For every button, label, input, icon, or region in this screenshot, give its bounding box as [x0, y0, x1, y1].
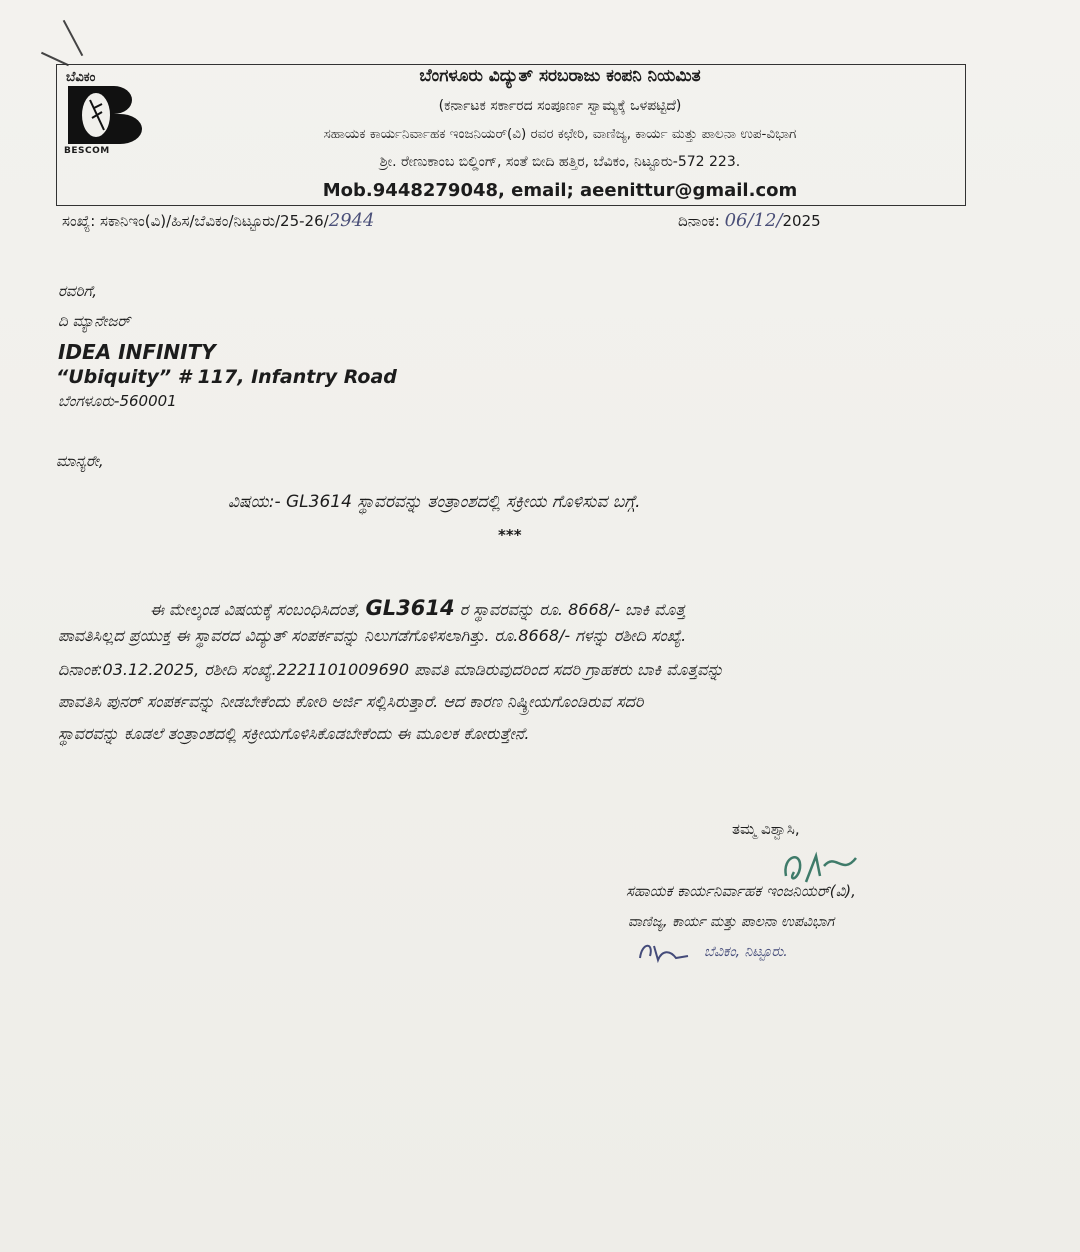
body-line-1: [150, 596, 1030, 620]
reference-number: [62, 210, 375, 231]
salutation: ಮಾನ್ಯರೇ,: [56, 452, 104, 470]
pen-stroke: [63, 20, 84, 56]
separator: ***: [498, 526, 522, 544]
body-line-4: ಪಾವತಿಸಿ ಪುನರ್ ಸಂಪರ್ಕವನ್ನು ನೀಡಬೇಕೆಂದು ಕೋರಿ ಅರ್ಜಿ ಸಲ್ಲಿಸಿರುತ್ತಾರೆ. ಆದ ಕಾರಣ ನಿಷ್ಕ್ರೀಯಗೊಂಡಿರುವ ಸದರಿ: [58, 692, 644, 711]
handwritten-date: 06/12/: [724, 210, 783, 231]
body-text: ರ ಸ್ಥಾವರವನ್ನು ರೂ. 8668/- ಬಾಕಿ ಮೊತ್ತ: [454, 600, 686, 619]
installation-code: GL3614: [365, 596, 455, 620]
body-line-5: ಸ್ಥಾವರವನ್ನು ಕೂಡಲೆ ತಂತ್ರಾಂಶದಲ್ಲಿ ಸಕ್ರೀಯಗೊಳಿಸಿಕೊಡಬೇಕೆಂದು ಈ ಮೂಲಕ ಕೋರುತ್ತೇನೆ.: [58, 724, 530, 743]
date-year: 2025: [782, 212, 821, 230]
contact-info: Mob.9448279048, email; aeenittur@gmail.com: [322, 180, 798, 201]
recipient-designation: ದಿ ಮ್ಯಾನೇಜರ್: [58, 312, 131, 330]
date-label: ದಿನಾಂಕ:: [678, 212, 720, 230]
body-line-3: ದಿನಾಂಕ:03.12.2025, ರಶೀದಿ ಸಂಖ್ಯೆ.2221101009690 ಪಾವತಿ ಮಾಡಿರುವುದರಿಂದ ಸದರಿ ಗ್ರಾಹಕರು ಬಾಕಿ ಮೊತ್ತವನ್ನು: [58, 660, 724, 679]
signature-office-stamp: ಬೆವಿಕಂ, ನಿಟ್ಟೂರು.: [704, 944, 788, 960]
closing: ತಮ್ಮ ವಿಶ್ವಾಸಿ,: [732, 820, 800, 838]
recipient-city: ಬೆಂಗಳೂರು-560001: [58, 392, 177, 410]
company-ownership: (ಕರ್ನಾಟಕ ಸರ್ಕಾರದ ಸಂಪೂರ್ಣ ಸ್ವಾಮ್ಯಕ್ಕೆ ಒಳಪಟ್ಟಿದೆ): [438, 98, 682, 114]
bescom-b-icon: [66, 84, 146, 146]
body-text: ಈ ಮೇಲ್ಕಂಡ ವಿಷಯಕ್ಕೆ ಸಂಬಂಧಿಸಿದಂತೆ,: [150, 600, 366, 619]
signature-designation: ಸಹಾಯಕ ಕಾರ್ಯನಿರ್ವಾಹಕ ಇಂಜನಿಯರ್(ವಿ),: [626, 882, 856, 900]
handwritten-ref-no: 2944: [328, 210, 375, 231]
letter-date: [678, 210, 821, 231]
recipient-to: ರವರಿಗೆ,: [58, 282, 97, 300]
signature-division: ವಾಣಿಜ್ಯ, ಕಾರ್ಯ ಮತ್ತು ಪಾಲನಾ ಉಪವಿಭಾಗ: [628, 914, 835, 930]
company-name: ಬೆಂಗಳೂರು ವಿದ್ಯುತ್ ಸರಬರಾಜು ಕಂಪನಿ ನಿಯಮಿತ: [419, 66, 701, 86]
logo-wordmark: BESCOM: [64, 146, 110, 156]
subject-line: ವಿಷಯ:- GL3614 ಸ್ಥಾವರವನ್ನು ತಂತ್ರಾಂಶದಲ್ಲಿ ಸಕ್ರೀಯ ಗೊಳಿಸುವ ಬಗ್ಗೆ.: [228, 492, 641, 512]
office-address: ಶ್ರೀ. ರೇಣುಕಾಂಬ ಬಿಲ್ಡಿಂಗ್, ಸಂತೆ ಬೀದಿ ಹತ್ತಿರ, ಬೆವಿಕಂ, ನಿಟ್ಟೂರು-572 223.: [379, 154, 741, 170]
bescom-logo: [62, 70, 152, 170]
recipient-org: IDEA INFINITY: [58, 340, 216, 364]
office-name: ಸಹಾಯಕ ಕಾರ್ಯನಿರ್ವಾಹಕ ಇಂಜನಿಯರ್(ವಿ) ರವರ ಕಛೇರಿ, ವಾಣಿಜ್ಯ, ಕಾರ್ಯ ಮತ್ತು ಪಾಲನಾ ಉಪ-ವಿಭಾಗ: [323, 126, 797, 142]
logo-caption: ಬೆವಿಕಂ: [66, 70, 96, 85]
reference-label: ಸಂಖ್ಯೆ: ಸಕಾನಿಇಂ(ವಿ)/ಹಿಸ/ಬೆವಿಕಂ/ನಿಟ್ಟೂರು/25-26/: [62, 212, 329, 230]
body-line-2: ಪಾವತಿಸಿಲ್ಲದ ಪ್ರಯುಕ್ತ ಈ ಸ್ಥಾವರದ ವಿದ್ಯುತ್ ಸಂಪರ್ಕವನ್ನು ನಿಲುಗಡೆಗೊಳಿಸಲಾಗಿತ್ತು. ರೂ.8668/- ಗಳನ್ನು ರಶೀದಿ ಸಂಖ್ಯೆ.: [58, 626, 687, 645]
recipient-street: “Ubiquity” # 117, Infantry Road: [56, 366, 397, 388]
initials-scribble: [636, 936, 696, 966]
